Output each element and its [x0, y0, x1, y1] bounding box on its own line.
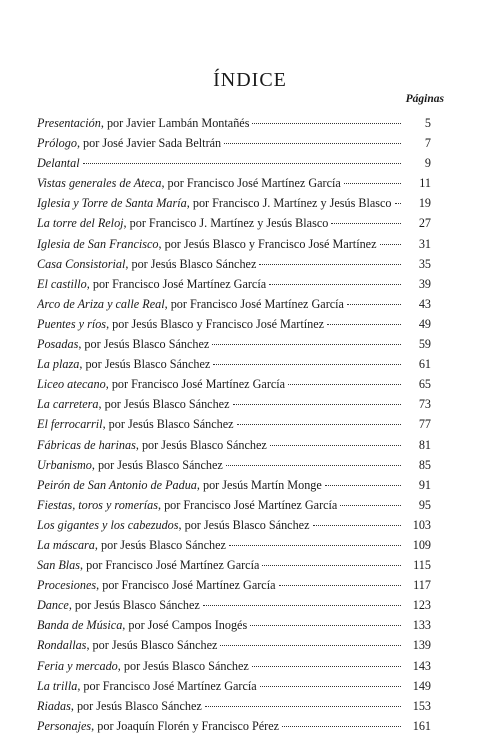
toc-entry[interactable] — [37, 535, 431, 555]
dot-leader — [252, 666, 401, 667]
entry-author: , por Jesús Blasco Sánchez — [68, 598, 200, 613]
entry-author: , por Jesús Blasco Sánchez — [102, 417, 234, 432]
toc-entry[interactable] — [37, 575, 431, 595]
entry-page-number: 49 — [418, 316, 431, 331]
entry-page-number: 35 — [418, 256, 431, 271]
entry-author: , por Jesús Blasco Sánchez — [98, 397, 230, 412]
entry-title: Iglesia de San Francisco — [37, 236, 159, 251]
entry-page-number: 77 — [418, 417, 431, 432]
dot-leader — [259, 264, 401, 265]
toc-entry[interactable] — [37, 656, 431, 676]
entry-author: , por Francisco José Martínez García — [157, 497, 338, 512]
dot-leader — [344, 183, 401, 184]
dot-leader — [288, 384, 401, 385]
entry-title: El ferrocarril — [37, 417, 103, 432]
entry-text — [37, 173, 341, 193]
entry-text — [37, 133, 221, 153]
entry-page-number: 59 — [418, 337, 431, 352]
entry-author: , por Jesús Blasco Sánchez — [79, 357, 211, 372]
entry-text — [37, 595, 200, 615]
entry-page-number: 85 — [418, 457, 431, 472]
dot-leader — [83, 163, 401, 164]
toc-entry[interactable] — [37, 555, 431, 575]
entry-page-number: 65 — [418, 377, 431, 392]
toc-entry[interactable] — [37, 495, 431, 515]
entry-text — [37, 394, 230, 414]
page-title: ÍNDICE — [213, 69, 287, 92]
entry-page-number: 153 — [412, 698, 431, 713]
toc-entry[interactable] — [37, 354, 431, 374]
table-of-contents — [37, 113, 431, 736]
entry-text — [37, 455, 223, 475]
toc-entry[interactable] — [37, 676, 431, 696]
dot-leader — [252, 123, 401, 124]
toc-entry[interactable] — [37, 394, 431, 414]
entry-title: Casa Consistorial — [37, 256, 126, 271]
dot-leader — [213, 364, 401, 365]
entry-title: Fiestas, toros y romerías — [37, 497, 158, 512]
entry-title: Vistas generales de Ateca — [37, 176, 162, 191]
entry-author: , por Jesús Blasco y Francisco José Martínez — [158, 236, 377, 251]
entry-title: La plaza — [37, 357, 80, 372]
entry-page-number: 161 — [412, 718, 431, 733]
entry-text — [37, 374, 285, 394]
toc-entry[interactable] — [37, 435, 431, 455]
entry-page-number: 39 — [418, 276, 431, 291]
toc-entry[interactable] — [37, 716, 431, 736]
entry-author: , por Jesús Blasco Sánchez — [117, 658, 249, 673]
entry-text — [37, 254, 256, 274]
entry-text — [37, 334, 209, 354]
entry-text — [37, 656, 249, 676]
entry-title: Fábricas de harinas — [37, 437, 136, 452]
entry-text — [37, 575, 276, 595]
entry-title: Liceo atecano — [37, 377, 106, 392]
entry-title: La máscara — [37, 537, 95, 552]
entry-author: , por Jesús Blasco Sánchez — [125, 256, 257, 271]
entry-title: El castillo — [37, 276, 87, 291]
toc-entry[interactable] — [37, 173, 431, 193]
entry-title: Personajes — [37, 718, 92, 733]
dot-leader — [205, 706, 401, 707]
entry-text — [37, 615, 247, 635]
toc-entry[interactable] — [37, 615, 431, 635]
entry-page-number: 31 — [418, 236, 431, 251]
entry-author: , por Jesús Blasco Sánchez — [86, 638, 218, 653]
toc-entry[interactable] — [37, 254, 431, 274]
entry-title: Procesiones — [37, 578, 97, 593]
entry-text — [37, 234, 377, 254]
entry-author: , por Francisco José Martínez García — [77, 678, 257, 693]
entry-text — [37, 495, 337, 515]
entry-page-number: 5 — [424, 116, 431, 130]
toc-entry[interactable] — [37, 374, 431, 394]
entry-page-number: 43 — [418, 296, 431, 311]
entry-title: La trilla — [37, 678, 78, 693]
entry-title: Banda de Música — [37, 618, 123, 633]
entry-page-number: 27 — [418, 216, 431, 231]
entry-author: , por Francisco José Martínez García — [164, 296, 344, 311]
entry-author: , por Francisco José Martínez García — [96, 578, 276, 593]
toc-entry[interactable] — [37, 294, 431, 314]
dot-leader — [260, 686, 401, 687]
toc-entry[interactable] — [37, 113, 431, 133]
entry-author: , por Francisco José Martínez García — [80, 558, 260, 573]
toc-entry[interactable] — [37, 213, 431, 233]
dot-leader — [250, 625, 401, 626]
entry-author: , por Jesús Blasco Sánchez — [78, 337, 210, 352]
entry-title: Feria y mercado — [37, 658, 118, 673]
toc-entry[interactable] — [37, 696, 431, 716]
toc-entry[interactable] — [37, 635, 431, 655]
toc-entry[interactable] — [37, 595, 431, 615]
entry-title: Dance — [37, 598, 69, 613]
entry-text — [37, 113, 249, 133]
entry-text — [37, 475, 322, 495]
entry-page-number: 7 — [424, 136, 431, 151]
entry-author: , por José Javier Sada Beltrán — [76, 136, 222, 151]
toc-entry[interactable] — [37, 133, 431, 153]
dot-leader — [226, 465, 401, 466]
toc-entry[interactable] — [37, 515, 431, 535]
entry-author: , por José Campos Inogés — [122, 618, 248, 633]
entry-page-number: 91 — [418, 477, 431, 492]
entry-title: Presentación — [37, 116, 101, 130]
dot-leader — [269, 284, 401, 285]
dot-leader — [229, 545, 401, 546]
entry-author: , por Francisco José Martínez García — [86, 276, 267, 291]
entry-author: , por Francisco J. Martínez y Jesús Blasco — [186, 196, 392, 211]
entry-title: La carretera — [37, 397, 99, 412]
entry-page-number: 139 — [412, 638, 431, 653]
dot-leader — [331, 223, 401, 224]
entry-author: , por Jesús Blasco Sánchez — [91, 457, 223, 472]
dot-leader — [203, 605, 401, 606]
entry-page-number: 109 — [412, 537, 431, 552]
entry-author: , por Jesús Blasco Sánchez — [94, 537, 226, 552]
entry-page-number: 11 — [419, 176, 431, 191]
entry-author: , por Jesús Martín Monge — [196, 477, 322, 492]
entry-page-number: 103 — [412, 517, 431, 532]
entry-title: Delantal — [37, 156, 80, 171]
entry-text — [37, 676, 257, 696]
dot-leader — [325, 485, 401, 486]
entry-page-number: 81 — [418, 437, 431, 452]
entry-page-number: 143 — [412, 658, 431, 673]
entry-page-number: 9 — [424, 156, 431, 171]
entry-title: Posadas — [37, 337, 79, 352]
entry-text — [37, 696, 202, 716]
dot-leader — [395, 203, 401, 204]
dot-leader — [233, 404, 402, 405]
entry-page-number: 149 — [412, 678, 431, 693]
entry-author: , por Joaquín Florén y Francisco Pérez — [91, 718, 280, 733]
dot-leader — [270, 445, 401, 446]
toc-entry[interactable] — [37, 414, 431, 434]
toc-entry[interactable] — [37, 234, 431, 254]
entry-text — [37, 555, 259, 575]
entry-title: Los gigantes y los cabezudos — [37, 517, 179, 532]
dot-leader — [220, 645, 401, 646]
entry-text — [37, 213, 328, 233]
dot-leader — [237, 424, 401, 425]
entry-text — [37, 354, 210, 374]
toc-entry[interactable] — [37, 334, 431, 354]
entry-text — [37, 314, 324, 334]
dot-leader — [262, 565, 401, 566]
toc-entry[interactable] — [37, 274, 431, 294]
toc-entry[interactable] — [37, 153, 431, 173]
entry-title: La torre del Reloj — [37, 216, 124, 231]
entry-title: Riadas — [37, 698, 71, 713]
entry-author: , por Jesús Blasco Sánchez — [135, 437, 267, 452]
entry-page-number: 133 — [412, 618, 431, 633]
entry-author: , por Jesús Blasco Sánchez — [178, 517, 310, 532]
entry-author: , por Jesús Blasco Sánchez — [70, 698, 202, 713]
entry-text — [37, 535, 226, 555]
dot-leader — [282, 726, 401, 727]
entry-text — [37, 153, 80, 173]
entry-text — [37, 274, 266, 294]
entry-title: San Blas — [37, 558, 80, 573]
entry-title: Iglesia y Torre de Santa María — [37, 196, 187, 211]
dot-leader — [340, 505, 401, 506]
entry-title: Rondallas — [37, 638, 87, 653]
entry-author: , por Jesús Blasco y Francisco José Martínez — [106, 316, 325, 331]
entry-author: , por Javier Lambán Montañés — [100, 116, 250, 130]
entry-title: Puentes y ríos — [37, 316, 107, 331]
entry-title: Arco de Ariza y calle Real — [37, 296, 165, 311]
toc-entry[interactable] — [37, 314, 431, 334]
entry-author: , por Francisco J. Martínez y Jesús Blasco — [123, 216, 329, 231]
toc-entry[interactable] — [37, 193, 431, 213]
entry-text — [37, 716, 279, 736]
entry-page-number: 115 — [413, 558, 431, 573]
dot-leader — [347, 304, 401, 305]
entry-text — [37, 435, 267, 455]
entry-text — [37, 515, 310, 535]
dot-leader — [224, 143, 401, 144]
entry-page-number: 117 — [413, 578, 431, 593]
entry-text — [37, 414, 234, 434]
dot-leader — [327, 324, 401, 325]
dot-leader — [279, 585, 402, 586]
entry-title: Peirón de San Antonio de Padua — [37, 477, 197, 492]
entry-text — [37, 635, 217, 655]
entry-page-number: 123 — [412, 598, 431, 613]
toc-entry[interactable] — [37, 455, 431, 475]
entry-text — [37, 193, 392, 213]
entry-text — [37, 294, 344, 314]
dot-leader — [380, 244, 402, 245]
entry-author: , por Francisco José Martínez García — [161, 176, 341, 191]
entry-page-number: 19 — [418, 196, 431, 211]
toc-entry[interactable] — [37, 475, 431, 495]
entry-page-number: 73 — [418, 397, 431, 412]
entry-author: , por Francisco José Martínez García — [105, 377, 286, 392]
entry-page-number: 61 — [418, 357, 431, 372]
entry-title: Urbanismo — [37, 457, 92, 472]
entry-page-number: 95 — [418, 497, 431, 512]
entry-title: Prólogo — [37, 136, 77, 151]
dot-leader — [212, 344, 401, 345]
dot-leader — [313, 525, 401, 526]
pages-column-header: Páginas — [405, 93, 444, 105]
